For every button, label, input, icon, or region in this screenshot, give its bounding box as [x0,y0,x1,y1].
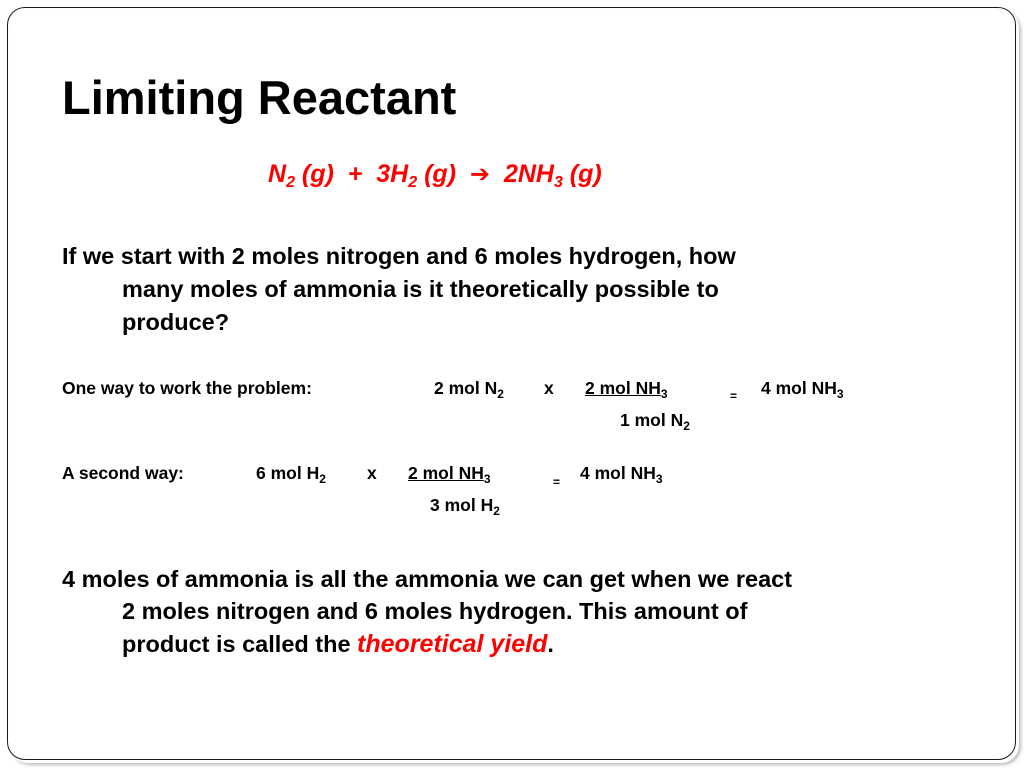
slide-title: Limiting Reactant [62,71,457,124]
way1-denominator: 1 mol $N_2$ [620,410,690,433]
way2-denominator: 3 mol $H_2$ [430,495,500,518]
conclusion-line-1: 4 moles of ammonia is all the ammonia we can get when we react [62,566,793,592]
way1-label: One way to work the problem: [62,378,312,398]
way2-numerator: 2 mol $NH_3$ [408,463,491,486]
way2-label: A second way: [62,463,184,483]
conclusion-line-2: 2 moles nitrogen and 6 moles hydrogen. This amount of [122,598,748,624]
way1-equals: = [730,389,738,403]
reactant-h2: $3H_2$ (g) [376,160,457,191]
conclusion-line-3: product is called the theoretical yield. [122,630,554,658]
way2-times: x [367,463,377,483]
theoretical-yield-highlight: theoretical yield [357,630,548,658]
question-line-1: If we start with 2 moles nitrogen and 6 moles hydrogen, how [62,243,736,269]
way2-start: 6 mol $H_2$ [256,463,326,486]
way1-result: 4 mol $NH_3$ [761,378,844,401]
product-nh3: $2NH_3$ (g) [503,160,602,191]
way2-equals: = [553,475,561,489]
way2-result: 4 mol $NH_3$ [580,463,663,486]
question-line-3: produce? [122,309,230,335]
way1-start: 2 mol $N_2$ [434,378,504,401]
chemical-equation [268,160,602,192]
reactant-n2: $N_2$ (g) [268,160,334,191]
reaction-arrow-icon: ➔ [469,161,491,188]
way1-numerator: 2 mol $NH_3$ [585,378,668,401]
question-line-2: many moles of ammonia is it theoretically possible to [122,276,719,302]
way1-times: x [544,378,554,398]
plus-sign: + [347,160,363,188]
